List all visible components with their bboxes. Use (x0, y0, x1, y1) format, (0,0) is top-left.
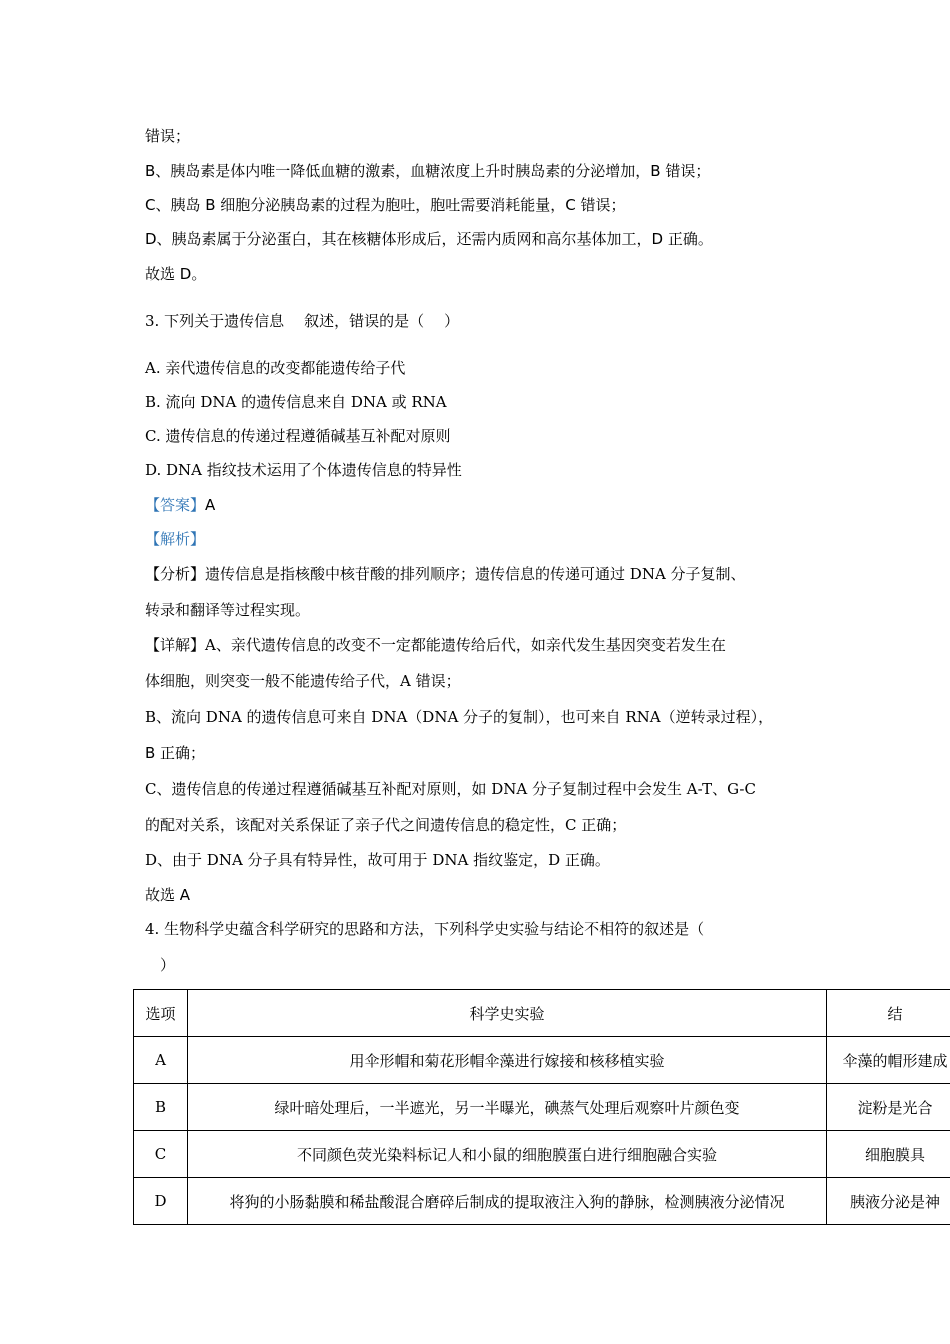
cell-option: B (134, 1084, 188, 1131)
cell-option: C (134, 1131, 188, 1178)
fenxi-line-2: 转录和翻译等过程实现。 (145, 601, 311, 619)
detail-tag: 【详解】 (145, 636, 206, 654)
q3-option-b: B. 流向 DNA 的遗传信息来自 DNA 或 RNA (145, 393, 447, 411)
cell-option: D (134, 1178, 188, 1225)
cell-conclusion: 伞藻的帽形建成 (827, 1037, 950, 1084)
cell-conclusion: 胰液分泌是神 (827, 1178, 950, 1225)
fenxi-tag: 【分析】 (145, 565, 206, 583)
detail-line-3: B、流向 DNA 的遗传信息可来自 DNA（DNA 分子的复制），也可来自 RNA（逆转录过程）， (145, 708, 774, 726)
prev-line-2: B、胰岛素是体内唯一降低血糖的激素，血糖浓度上升时胰岛素的分泌增加，B 错误； (145, 162, 711, 180)
cell-conclusion: 淀粉是光合 (827, 1084, 950, 1131)
prev-conclusion: 故选 D。 (145, 265, 207, 283)
cell-experiment: 绿叶暗处理后，一半遮光，另一半曝光，碘蒸气处理后观察叶片颜色变 (188, 1084, 827, 1131)
cell-experiment: 用伞形帽和菊花形帽伞藻进行嫁接和核移植实验 (188, 1037, 827, 1084)
cell-conclusion: 细胞膜具 (827, 1131, 950, 1178)
q3-stem-c: ） (444, 312, 460, 330)
table-row (134, 1084, 950, 1131)
detail-text-1: A、亲代遗传信息的改变不一定都能遗传给后代，如亲代发生基因突变若发生在 (205, 636, 726, 654)
q3-conclusion: 故选 A (145, 886, 191, 904)
q3-stem-a: 3. 下列关于遗传信息 (145, 312, 285, 330)
cell-experiment: 不同颜色荧光染料标记人和小鼠的细胞膜蛋白进行细胞融合实验 (188, 1131, 827, 1178)
experiment-table (133, 989, 950, 1225)
detail-line-5: C、遗传信息的传递过程遵循碱基互补配对原则，如 DNA 分子复制过程中会发生 A-T、G-C (145, 780, 756, 798)
detail-line-6: 的配对关系，该配对关系保证了亲子代之间遗传信息的稳定性，C 正确； (145, 816, 627, 834)
prev-line-1: 错误； (145, 127, 191, 145)
q3-option-d: D. DNA 指纹技术运用了个体遗传信息的特异性 (145, 461, 462, 479)
prev-line-3: C、胰岛 B 细胞分泌胰岛素的过程为胞吐，胞吐需要消耗能量，C 错误； (145, 196, 626, 214)
analysis-tag: 【解析】 (145, 530, 206, 548)
table-header-row (134, 990, 950, 1037)
answer-value: A (205, 496, 216, 514)
table-row (134, 1178, 950, 1225)
detail-line-7: D、由于 DNA 分子具有特异性，故可用于 DNA 指纹鉴定，D 正确。 (145, 851, 610, 869)
header-conclusion: 结 (827, 990, 950, 1037)
header-option: 选项 (134, 990, 188, 1037)
q3-option-c: C. 遗传信息的传递过程遵循碱基互补配对原则 (145, 427, 451, 445)
q4-stem-line-2: ） (160, 956, 176, 974)
detail-line-4: B 正确； (145, 744, 206, 762)
prev-line-4: D、胰岛素属于分泌蛋白，其在核糖体形成后，还需内质网和高尔基体加工，D 正确。 (145, 230, 713, 248)
q4-stem-line-1: 4. 生物科学史蕴含科学研究的思路和方法，下列科学史实验与结论不相符的叙述是（ (145, 920, 705, 938)
fenxi-text-1: 遗传信息是指核酸中核苷酸的排列顺序；遗传信息的传递可通过 DNA 分子复制、 (205, 565, 746, 583)
answer-tag: 【答案】 (145, 496, 206, 514)
q3-option-a: A. 亲代遗传信息的改变都能遗传给子代 (145, 359, 406, 377)
header-experiment: 科学史实验 (188, 990, 827, 1037)
q3-stem (145, 311, 459, 331)
detail-line-2: 体细胞，则突变一般不能遗传给子代，A 错误； (145, 672, 461, 690)
detail-line-1 (145, 635, 726, 655)
table-row (134, 1131, 950, 1178)
cell-option: A (134, 1037, 188, 1084)
fenxi-line-1 (145, 564, 746, 584)
q3-answer (145, 495, 215, 515)
table-row (134, 1037, 950, 1084)
cell-experiment: 将狗的小肠黏膜和稀盐酸混合磨碎后制成的提取液注入狗的静脉，检测胰液分泌情况 (188, 1178, 827, 1225)
q3-stem-b: 叙述，错误的是（ (304, 312, 425, 330)
